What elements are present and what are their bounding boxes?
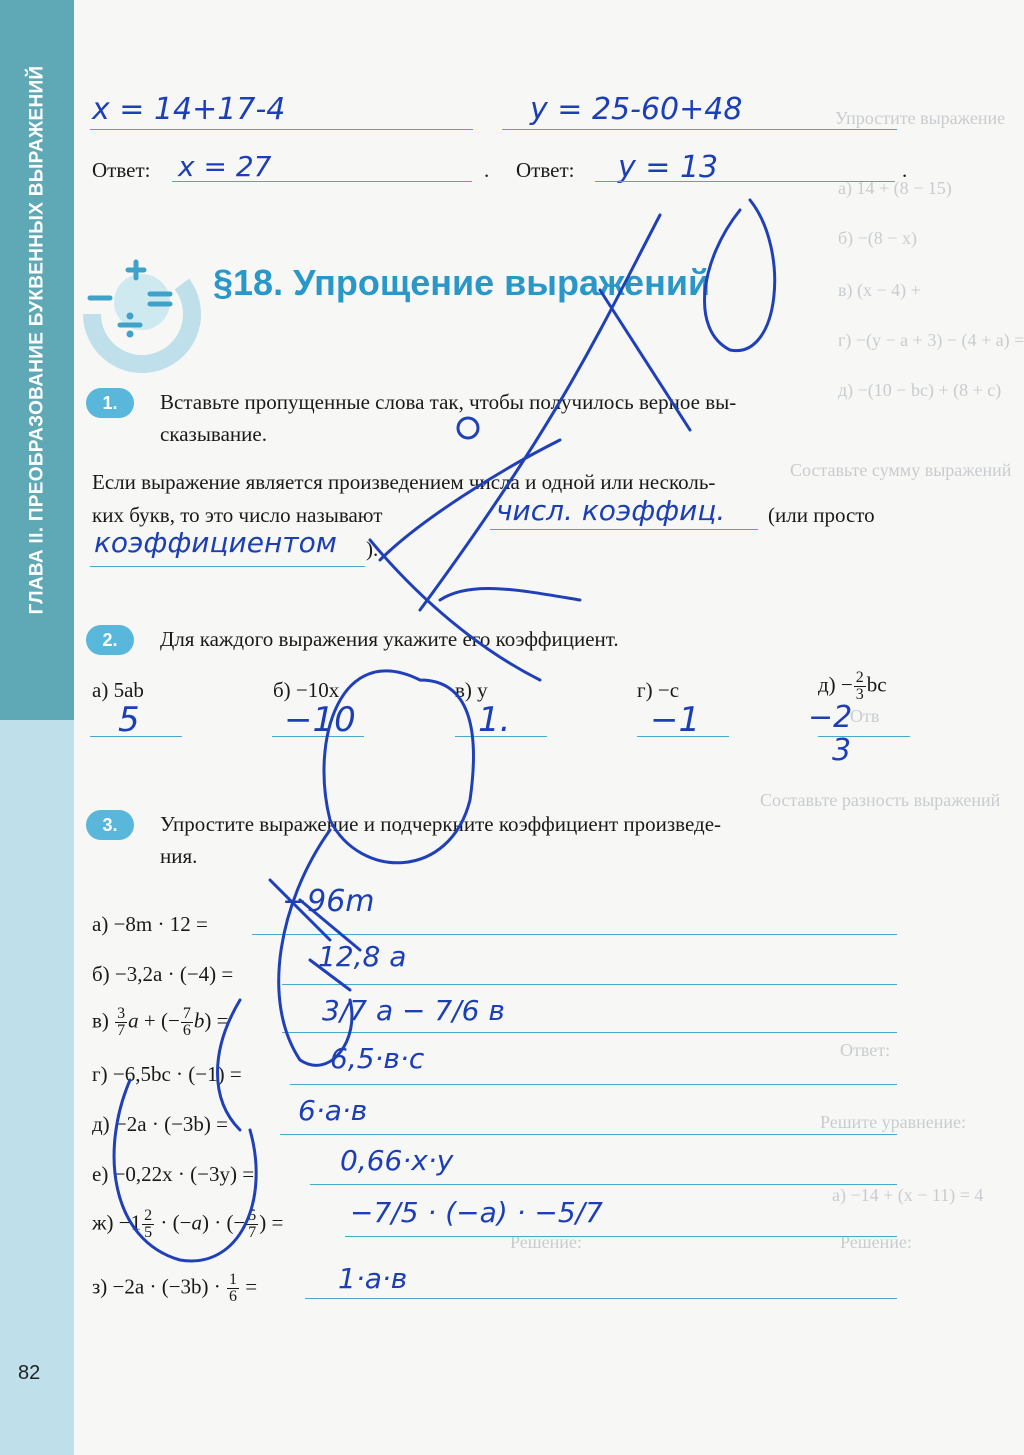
sidebar-lower <box>0 720 74 1455</box>
handwritten-answer-v: 3/7 a − 7/6 в <box>322 994 505 1027</box>
page-number: 82 <box>18 1362 41 1384</box>
task-text: Упростите выражение и подчеркните коэффициент произведе- <box>160 812 722 836</box>
handwritten-answer-z: 1·a·в <box>338 1262 408 1295</box>
handwritten-left-answer: x = 27 <box>178 150 272 183</box>
expression-v: в) $\frac{3}{7}$ a + (− $\frac{7}{6}$ b) = <box>92 1005 229 1039</box>
bleed-text: Решите уравнение: <box>820 1112 966 1132</box>
answer-label: Ответ: <box>92 158 151 182</box>
task-text: Вставьте пропущенные слова так, чтобы получилось верное вы- <box>160 390 737 414</box>
answer-line <box>272 736 364 737</box>
task-number-badge: 1. <box>86 388 134 418</box>
handwritten-fill-2: коэффициентом <box>94 526 337 559</box>
expression-zh: ж) −1 $\frac{2}{5}$ · (−a) · (− $\frac{5}{7}$ ) = <box>92 1207 284 1241</box>
answer-line <box>172 181 472 182</box>
answer-line <box>90 736 182 737</box>
handwritten-fraction-denominator: 3 <box>832 733 852 768</box>
handwritten-fill-1: числ. коэффиц. <box>496 494 726 527</box>
expression-e: е) −0,22x · (−3y) = <box>92 1162 255 1186</box>
task-text: Для каждого выражения укажите его коэффициент. <box>160 627 619 651</box>
handwritten-answer-a: −96m <box>282 884 375 919</box>
coefficient-item-label: в) y <box>455 678 488 702</box>
bleed-text: Упростите выражение <box>835 108 1006 128</box>
answer-line <box>637 736 729 737</box>
expression-b: б) −3,2a · (−4) = <box>92 962 234 986</box>
bleed-text: б) −(8 − x) <box>838 228 917 248</box>
handwritten-answer-e: 0,66·x·y <box>340 1144 454 1177</box>
period: . <box>902 158 908 182</box>
handwritten-coefficient: 1. <box>478 700 511 740</box>
bleed-text: д) −(10 − bc) + (8 + c) <box>838 380 1002 400</box>
answer-line <box>282 1032 897 1033</box>
handwritten-answer-g: 6,5·в·с <box>330 1042 425 1075</box>
bleed-text: Ответ: <box>840 1040 891 1060</box>
answer-line <box>90 129 473 130</box>
bleed-text: а) 14 + (8 − 15) <box>838 178 952 198</box>
answer-line <box>290 1084 897 1085</box>
handwritten-coefficient: 5 <box>118 700 140 740</box>
bleed-text: Составьте сумму выражений <box>790 460 1012 480</box>
bleed-text: а) −14 + (x − 11) = 4 <box>832 1185 984 1205</box>
bleed-text: Решение: <box>510 1232 582 1252</box>
section-title: §18. Упрощение выражений <box>213 262 711 303</box>
answer-line <box>490 529 758 530</box>
answer-line <box>502 129 897 130</box>
handwritten-coefficient: −1 <box>650 700 701 740</box>
handwritten-left-equation: x = 14+17-4 <box>92 92 286 127</box>
handwritten-answer-b: 12,8 a <box>318 940 407 973</box>
answer-line <box>90 566 365 567</box>
task-text: ния. <box>160 844 198 868</box>
answer-line <box>280 1134 897 1135</box>
statement-text: ). <box>366 537 379 561</box>
handwritten-right-equation: y = 25-60+48 <box>530 92 743 127</box>
answer-line <box>455 736 547 737</box>
statement-text: (или просто <box>768 503 875 527</box>
bleed-text: Решение: <box>840 1232 912 1252</box>
period: . <box>484 158 490 182</box>
handwritten-fraction-numerator: −2 <box>808 700 853 735</box>
coefficient-item-label: д) − $\frac{2}{3}$ bc <box>818 669 887 703</box>
handwritten-right-answer: y = 13 <box>618 150 719 185</box>
expression-a: а) −8m · 12 = <box>92 912 208 936</box>
coefficient-item-label: г) −c <box>637 678 680 702</box>
answer-line <box>305 1298 897 1299</box>
task-number-badge: 3. <box>86 810 134 840</box>
expression-d: д) −2a · (−3b) = <box>92 1112 229 1136</box>
answer-label: Ответ: <box>516 158 575 182</box>
math-operations-emblem <box>82 254 198 350</box>
bleed-text: в) (x − 4) + <box>838 280 921 300</box>
answer-line <box>595 181 895 182</box>
expression-g: г) −6,5bc · (−1) = <box>92 1062 242 1086</box>
answer-line <box>310 1184 897 1185</box>
task-number-badge: 2. <box>86 625 134 655</box>
handwritten-answer-zh: −7/5 · (−a) · −5/7 <box>350 1196 603 1229</box>
answer-line <box>252 934 897 935</box>
expression-z: з) −2a · (−3b) · $\frac{1}{6}$ = <box>92 1271 258 1305</box>
answer-line <box>345 1236 897 1237</box>
handwritten-answer-d: 6·a·в <box>298 1094 368 1127</box>
task-text: сказывание. <box>160 422 267 446</box>
answer-line <box>282 984 897 985</box>
coefficient-item-label: а) 5ab <box>92 678 144 702</box>
handwritten-coefficient: −10 <box>284 700 356 740</box>
bleed-text: г) −(y − a + 3) − (4 + a) = <box>838 330 1024 350</box>
statement-text: ких букв, то это число называют <box>92 503 383 527</box>
bleed-text: Составьте разность выражений <box>760 790 1001 810</box>
statement-text: Если выражение является произведением числа и одной или несколь- <box>92 470 716 494</box>
coefficient-item-label: б) −10x <box>273 678 340 702</box>
bleed-text: Отв <box>850 706 880 726</box>
chapter-title-vertical: ГЛАВА II. ПРЕОБРАЗОВАНИЕ БУКВЕННЫХ ВЫРАЖЕНИЙ <box>26 65 47 615</box>
